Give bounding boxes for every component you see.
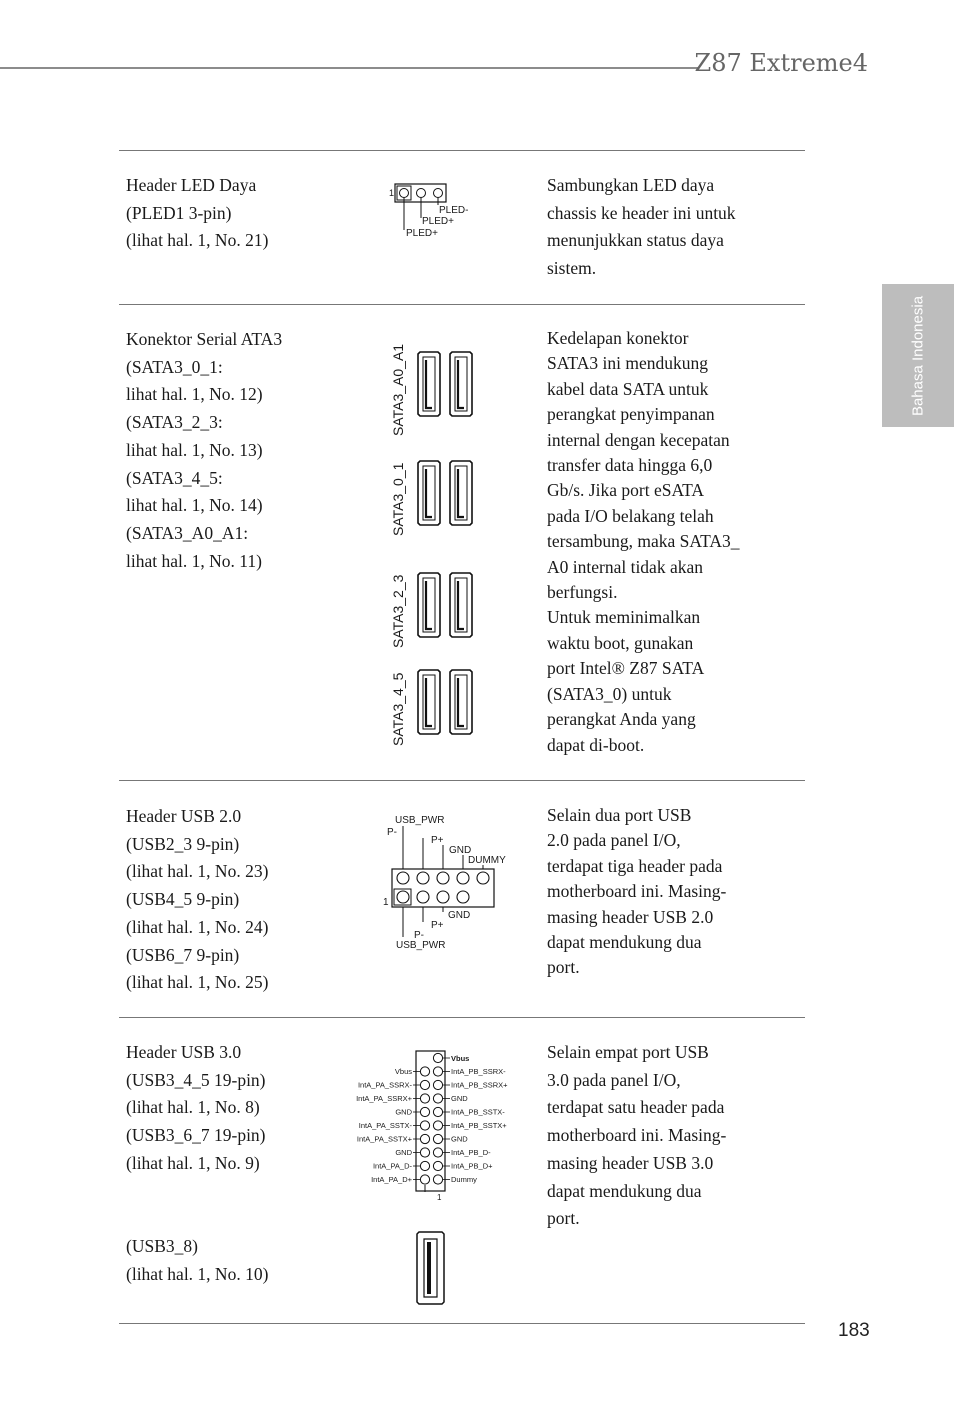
text-line: (SATA3_0_1:	[126, 356, 223, 377]
text-line: port.	[547, 957, 580, 978]
pin	[397, 872, 409, 884]
text-line: transfer data hingga 6,0	[547, 455, 713, 476]
pin	[420, 1107, 429, 1116]
text-line: kabel data SATA untuk	[547, 378, 709, 399]
text-line: port.	[547, 1208, 580, 1229]
pin-label: GND	[451, 1134, 468, 1144]
pin-label: P-	[387, 827, 397, 838]
text-line: (USB3_6_7 19-pin)	[126, 1125, 266, 1146]
text-line: (lihat hal. 1, No. 23)	[126, 861, 269, 882]
sata-port-tongue	[426, 581, 432, 629]
text-line: (lihat hal. 1, No. 8)	[126, 1097, 260, 1118]
pin-label: USB_PWR	[395, 815, 445, 826]
pin-label: IntA_PB_D+	[451, 1161, 493, 1171]
usb3-description	[126, 1039, 366, 1178]
sata-port-tongue	[426, 469, 432, 517]
pin-one-label: 1	[389, 188, 395, 198]
text-line: (SATA3_A0_A1:	[126, 522, 249, 543]
pin-label: Vbus	[394, 1067, 412, 1076]
text-line: sistem.	[547, 258, 597, 279]
pin	[434, 189, 443, 198]
pin-label: IntA_PA_SSTX-	[358, 1121, 412, 1130]
text-line: waktu boot, gunakan	[547, 632, 694, 653]
pin-label: IntA_PA_SSRX+	[356, 1094, 412, 1103]
pin-label: P+	[431, 920, 444, 931]
text-line: dapat mendukung dua	[547, 1180, 702, 1201]
section-divider	[119, 304, 805, 305]
sata-port-slot	[455, 578, 467, 632]
usb2-header-diagram	[380, 810, 520, 955]
text-line: terdapat satu header pada	[547, 1097, 725, 1118]
sata-port-outline	[450, 573, 472, 637]
pin	[433, 1161, 442, 1170]
connector-label: SATA3_0_1	[390, 462, 406, 536]
pin	[400, 189, 409, 198]
text-line: tersambung, maka SATA3_	[547, 531, 740, 552]
pin	[433, 1148, 442, 1157]
sata-port-slot	[423, 675, 435, 729]
pin-label: P-	[414, 930, 424, 941]
usb3-8-description	[126, 1233, 366, 1288]
text-line: Sambungkan LED daya	[547, 175, 715, 195]
text-line: Gb/s. Jika port eSATA	[547, 480, 705, 501]
text-line: lihat hal. 1, No. 14)	[126, 495, 263, 516]
pin-label: DUMMY	[468, 855, 506, 866]
text-line: port Intel® Z87 SATA	[547, 658, 705, 679]
sata-port-outline	[450, 352, 472, 416]
pin	[433, 1134, 442, 1143]
sata-description	[126, 326, 366, 575]
text-line: (SATA3_2_3:	[126, 412, 223, 433]
connector-label: SATA3_4_5	[390, 672, 406, 746]
sata-port-tongue	[426, 360, 432, 408]
sata-port-outline	[418, 461, 440, 525]
pin	[433, 1175, 442, 1184]
text-line: menunjukkan status daya	[547, 230, 724, 251]
pled-header-diagram	[385, 178, 485, 242]
text-line: lihat hal. 1, No. 13)	[126, 439, 263, 460]
text-line: 2.0 pada panel I/O,	[547, 830, 681, 851]
usb2-description	[126, 803, 366, 997]
text-line: (lihat hal. 1, No. 25)	[126, 972, 269, 993]
sata-port-slot	[423, 466, 435, 520]
pin-label: Vbus	[451, 1054, 470, 1063]
usb3-vertical-connector-diagram	[416, 1230, 448, 1308]
connector-label: SATA3_2_3	[390, 574, 406, 648]
text-line: perangkat Anda yang	[547, 709, 696, 730]
header-rule	[0, 67, 698, 69]
pin	[420, 1067, 429, 1076]
text-line: lihat hal. 1, No. 12)	[126, 384, 263, 405]
text-line: (PLED1 3-pin)	[126, 202, 232, 223]
pin	[420, 1094, 429, 1103]
pin-label: PLED+	[406, 228, 438, 239]
pled-description	[126, 172, 366, 255]
text-line: Selain empat port USB	[547, 1042, 709, 1062]
pin-label: USB_PWR	[396, 940, 446, 951]
text-line: (lihat hal. 1, No. 21)	[126, 230, 269, 251]
sata-port-outline	[418, 573, 440, 637]
text-line: pada I/O belakang telah	[547, 505, 714, 526]
text-line: (lihat hal. 1, No. 24)	[126, 916, 269, 937]
model-title: Z87 Extreme4	[694, 49, 868, 77]
text-line: A0 internal tidak akan	[547, 556, 703, 577]
text-line: masing header USB 2.0	[547, 906, 714, 927]
text-line: Konektor Serial ATA3	[126, 329, 283, 349]
section-divider	[119, 1323, 805, 1324]
text-line: Header LED Daya	[126, 175, 257, 195]
pin-label: GND	[449, 845, 472, 856]
pin	[420, 1134, 429, 1143]
pin-label: GND	[448, 910, 471, 921]
usb3-explanation	[547, 1039, 762, 1233]
sata-port-outline	[418, 670, 440, 734]
pin	[433, 1080, 442, 1089]
text-line: 3.0 pada panel I/O,	[547, 1069, 681, 1090]
sata-port-tongue	[458, 360, 464, 408]
pin	[433, 1094, 442, 1103]
pin	[417, 189, 426, 198]
pin	[417, 891, 429, 903]
sata-port-slot	[455, 466, 467, 520]
sata-port-tongue	[458, 469, 464, 517]
sata-port-tongue	[426, 678, 432, 726]
text-line: (USB2_3 9-pin)	[126, 833, 240, 854]
usb3-header-diagram	[340, 1048, 520, 1203]
text-line: perangkat penyimpanan	[547, 404, 715, 425]
text-line: (lihat hal. 1, No. 9)	[126, 1152, 260, 1173]
pin	[437, 872, 449, 884]
text-line: Header USB 2.0	[126, 806, 242, 826]
language-side-tab	[882, 284, 954, 427]
pin	[433, 1107, 442, 1116]
text-line: (lihat hal. 1, No. 10)	[126, 1263, 269, 1284]
sata-port-outline	[450, 670, 472, 734]
section-divider	[119, 780, 805, 781]
sata-port-outline	[450, 461, 472, 525]
pin	[457, 891, 469, 903]
pin-label: Dummy	[451, 1175, 477, 1184]
pin	[437, 891, 449, 903]
text-line: (USB3_8)	[126, 1236, 198, 1256]
sata-port-slot	[423, 357, 435, 411]
text-line: (USB6_7 9-pin)	[126, 944, 240, 965]
pin	[420, 1161, 429, 1170]
pin-one-label: 1	[437, 1193, 442, 1202]
pin	[420, 1148, 429, 1157]
text-line: (USB4_5 9-pin)	[126, 889, 240, 910]
sata-port-tongue	[458, 581, 464, 629]
sata-port-slot	[423, 578, 435, 632]
text-line: Untuk meminimalkan	[547, 607, 701, 628]
pin	[397, 891, 409, 903]
connector-label: SATA3_A0_A1	[390, 343, 406, 436]
text-line: (USB3_4_5 19-pin)	[126, 1069, 266, 1090]
pled-explanation	[547, 172, 762, 283]
text-line: motherboard ini. Masing-	[547, 881, 727, 902]
text-line: Header USB 3.0	[126, 1042, 242, 1062]
pin-label: PLED-	[439, 205, 469, 216]
pin	[433, 1053, 442, 1062]
text-line: lihat hal. 1, No. 11)	[126, 550, 262, 571]
page-number: 183	[838, 1320, 870, 1341]
pin-label: P+	[431, 835, 444, 846]
text-line: internal dengan kecepatan	[547, 429, 730, 450]
sata-connectors-diagram	[385, 340, 485, 750]
text-line: berfungsi.	[547, 582, 618, 603]
pin-label: GND	[395, 1148, 412, 1157]
pin-label: IntA_PB_SSRX+	[451, 1080, 508, 1090]
pin	[477, 872, 489, 884]
text-line: masing header USB 3.0	[547, 1152, 714, 1173]
pin-label: PLED+	[422, 216, 454, 227]
pin-label: IntA_PA_D+	[371, 1175, 412, 1184]
language-label: Bahasa Indonesia	[909, 295, 927, 416]
text-line: terdapat tiga header pada	[547, 855, 723, 876]
usb2-explanation	[547, 803, 762, 981]
text-line: dapat di-boot.	[547, 734, 645, 755]
text-line: SATA3 ini mendukung	[547, 353, 708, 374]
sata-explanation	[547, 326, 762, 758]
pin	[457, 872, 469, 884]
text-line: Kedelapan konektor	[547, 328, 689, 348]
section-divider	[119, 150, 805, 151]
text-line: Selain dua port USB	[547, 805, 692, 825]
text-line: dapat mendukung dua	[547, 932, 702, 953]
sata-port-slot	[455, 357, 467, 411]
text-line: (SATA3_0) untuk	[547, 683, 672, 704]
sata-port-group	[418, 352, 472, 734]
pin	[433, 1121, 442, 1130]
pin	[420, 1121, 429, 1130]
pin-label: IntA_PB_SSTX-	[451, 1107, 505, 1117]
section-divider	[119, 1017, 805, 1018]
sata-port-outline	[418, 352, 440, 416]
pin	[433, 1067, 442, 1076]
pin-label: IntA_PB_D-	[451, 1148, 491, 1157]
pin	[420, 1080, 429, 1089]
pin-label: IntA_PB_SSTX+	[451, 1121, 507, 1130]
pin	[417, 872, 429, 884]
text-line: motherboard ini. Masing-	[547, 1125, 727, 1146]
text-line: (SATA3_4_5:	[126, 467, 223, 488]
pin-label: GND	[395, 1107, 412, 1117]
pin-label: GND	[451, 1094, 468, 1103]
pin-one-label: 1	[383, 897, 389, 908]
pin-label: IntA_PA_D-	[372, 1161, 412, 1171]
pin-label: IntA_PA_SSRX-	[357, 1080, 412, 1090]
pin-label: IntA_PB_SSRX-	[451, 1067, 506, 1076]
pin-label: IntA_PA_SSTX+	[356, 1134, 412, 1144]
connector-tongue	[427, 1242, 431, 1294]
sata-port-tongue	[458, 678, 464, 726]
pin	[420, 1175, 429, 1184]
sata-port-slot	[455, 675, 467, 729]
text-line: chassis ke header ini untuk	[547, 202, 736, 223]
